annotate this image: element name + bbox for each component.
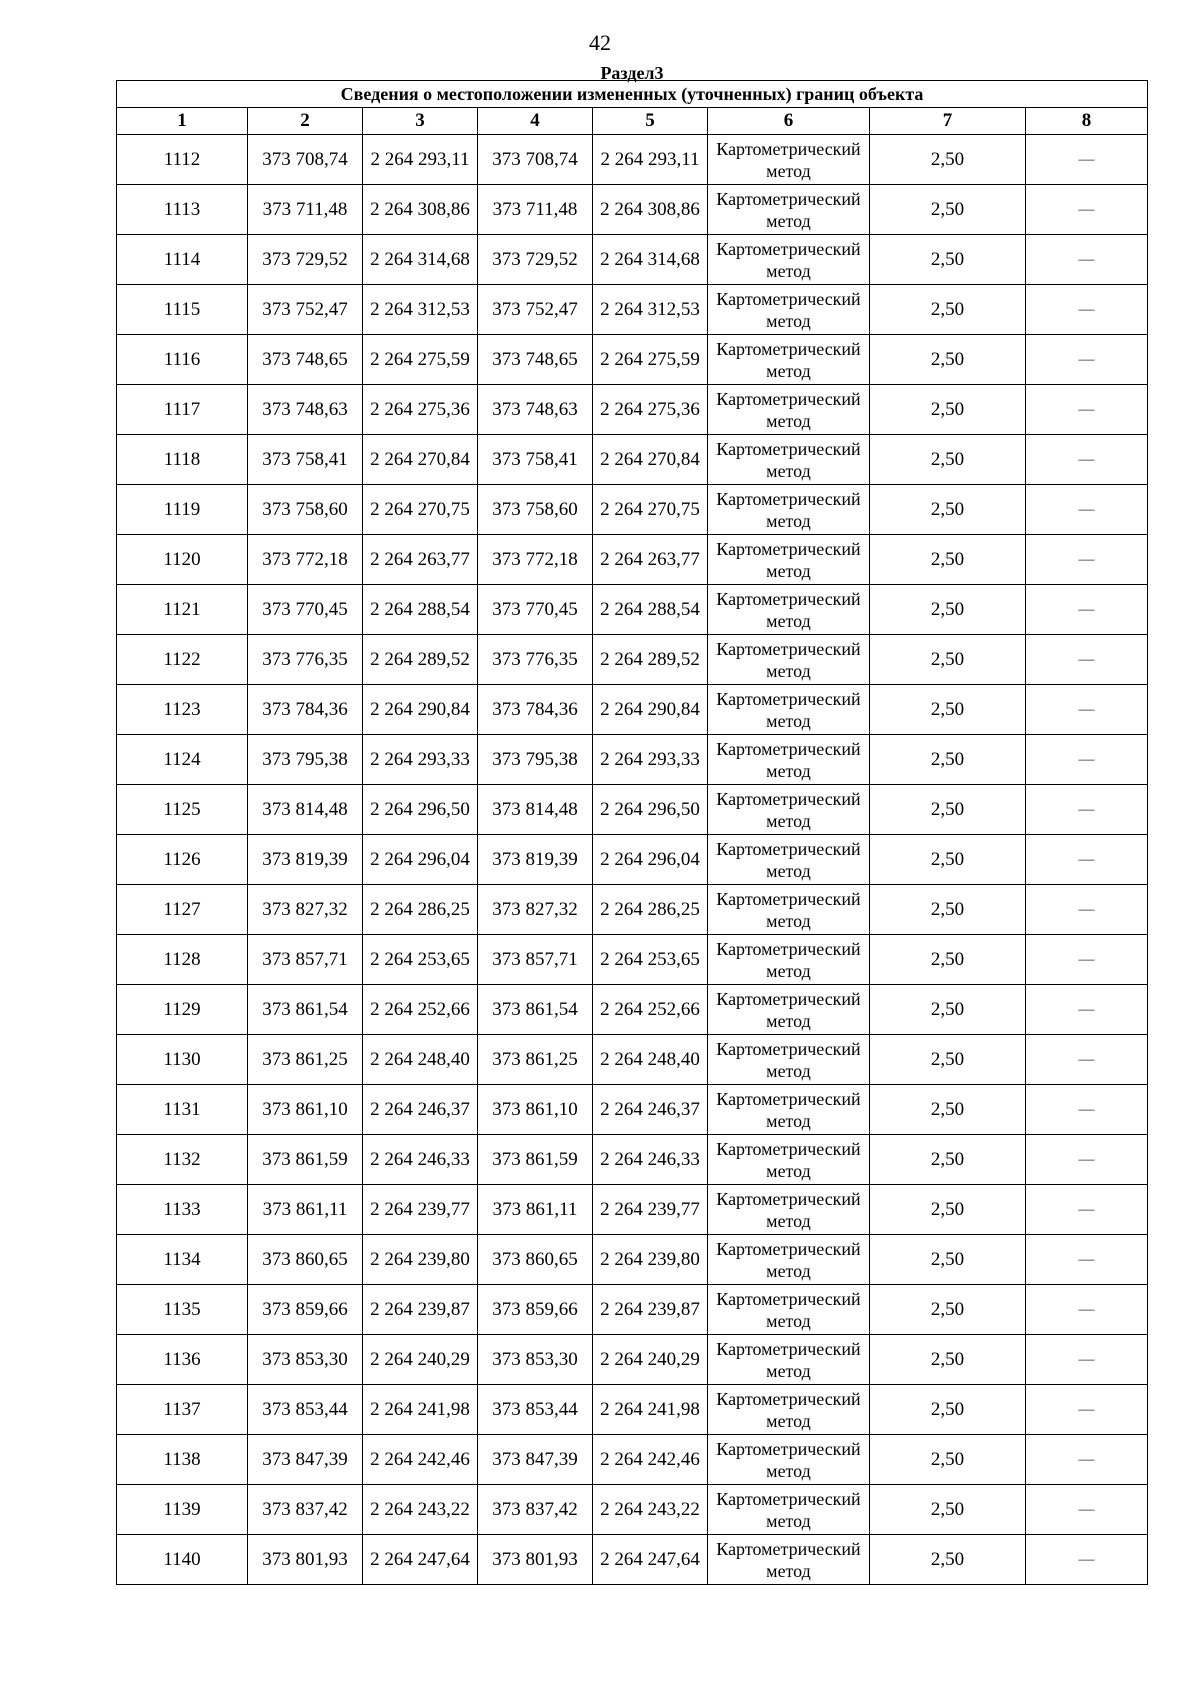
note-cell: — (1026, 1435, 1148, 1485)
accuracy-cell: 2,50 (870, 1035, 1026, 1085)
accuracy-cell: 2,50 (870, 685, 1026, 735)
x-existing-cell: 373 776,35 (248, 635, 363, 685)
x-new-cell: 373 814,48 (478, 785, 593, 835)
column-header-5: 5 (593, 108, 708, 135)
method-cell: Картометрический метод (708, 785, 870, 835)
y-new-cell: 2 264 253,65 (593, 935, 708, 985)
x-new-cell: 373 758,60 (478, 485, 593, 535)
y-existing-cell: 2 264 241,98 (363, 1385, 478, 1435)
y-new-cell: 2 264 248,40 (593, 1035, 708, 1085)
note-cell: — (1026, 1285, 1148, 1335)
y-existing-cell: 2 264 296,50 (363, 785, 478, 835)
note-cell: — (1026, 1135, 1148, 1185)
x-existing-cell: 373 814,48 (248, 785, 363, 835)
table-row (117, 1285, 1148, 1335)
x-new-cell: 373 770,45 (478, 585, 593, 635)
method-cell: Картометрический метод (708, 885, 870, 935)
note-cell: — (1026, 1185, 1148, 1235)
x-new-cell: 373 827,32 (478, 885, 593, 935)
y-existing-cell: 2 264 290,84 (363, 685, 478, 735)
y-existing-cell: 2 264 288,54 (363, 585, 478, 635)
y-existing-cell: 2 264 293,11 (363, 135, 478, 185)
accuracy-cell: 2,50 (870, 1485, 1026, 1535)
accuracy-cell: 2,50 (870, 1335, 1026, 1385)
x-existing-cell: 373 827,32 (248, 885, 363, 935)
method-cell: Картометрический метод (708, 685, 870, 735)
method-cell: Картометрический метод (708, 1385, 870, 1435)
note-cell: — (1026, 1335, 1148, 1385)
point-number-cell: 1140 (117, 1535, 248, 1585)
table-row (117, 185, 1148, 235)
column-number-row (117, 108, 1148, 135)
table-row (117, 1485, 1148, 1535)
point-number-cell: 1132 (117, 1135, 248, 1185)
x-existing-cell: 373 801,93 (248, 1535, 363, 1585)
x-existing-cell: 373 853,30 (248, 1335, 363, 1385)
note-cell: — (1026, 1085, 1148, 1135)
accuracy-cell: 2,50 (870, 1385, 1026, 1435)
table-row (117, 235, 1148, 285)
y-existing-cell: 2 264 239,77 (363, 1185, 478, 1235)
x-new-cell: 373 853,44 (478, 1385, 593, 1435)
x-existing-cell: 373 748,63 (248, 385, 363, 435)
accuracy-cell: 2,50 (870, 235, 1026, 285)
note-cell: — (1026, 1235, 1148, 1285)
y-existing-cell: 2 264 239,87 (363, 1285, 478, 1335)
point-number-cell: 1123 (117, 685, 248, 735)
x-new-cell: 373 861,54 (478, 985, 593, 1035)
table-row (117, 1535, 1148, 1585)
x-new-cell: 373 748,65 (478, 335, 593, 385)
y-new-cell: 2 264 247,64 (593, 1535, 708, 1585)
note-cell: — (1026, 635, 1148, 685)
method-cell: Картометрический метод (708, 1035, 870, 1085)
y-new-cell: 2 264 239,80 (593, 1235, 708, 1285)
point-number-cell: 1137 (117, 1385, 248, 1435)
accuracy-cell: 2,50 (870, 1085, 1026, 1135)
accuracy-cell: 2,50 (870, 1285, 1026, 1335)
note-cell: — (1026, 885, 1148, 935)
y-new-cell: 2 264 242,46 (593, 1435, 708, 1485)
x-new-cell: 373 784,36 (478, 685, 593, 735)
x-existing-cell: 373 758,41 (248, 435, 363, 485)
method-cell: Картометрический метод (708, 1335, 870, 1385)
point-number-cell: 1136 (117, 1335, 248, 1385)
x-new-cell: 373 847,39 (478, 1435, 593, 1485)
method-cell: Картометрический метод (708, 1085, 870, 1135)
method-cell: Картометрический метод (708, 985, 870, 1035)
table-row (117, 685, 1148, 735)
accuracy-cell: 2,50 (870, 985, 1026, 1035)
y-new-cell: 2 264 296,50 (593, 785, 708, 835)
note-cell: — (1026, 735, 1148, 785)
method-cell: Картометрический метод (708, 1435, 870, 1485)
y-existing-cell: 2 264 242,46 (363, 1435, 478, 1485)
y-existing-cell: 2 264 289,52 (363, 635, 478, 685)
x-existing-cell: 373 860,65 (248, 1235, 363, 1285)
point-number-cell: 1124 (117, 735, 248, 785)
x-existing-cell: 373 784,36 (248, 685, 363, 735)
note-cell: — (1026, 235, 1148, 285)
accuracy-cell: 2,50 (870, 285, 1026, 335)
x-new-cell: 373 801,93 (478, 1535, 593, 1585)
y-existing-cell: 2 264 293,33 (363, 735, 478, 785)
note-cell: — (1026, 1535, 1148, 1585)
column-header-2: 2 (248, 108, 363, 135)
x-new-cell: 373 837,42 (478, 1485, 593, 1535)
accuracy-cell: 2,50 (870, 435, 1026, 485)
table-row (117, 1085, 1148, 1135)
table-row (117, 385, 1148, 435)
table-row (117, 735, 1148, 785)
note-cell: — (1026, 135, 1148, 185)
accuracy-cell: 2,50 (870, 785, 1026, 835)
method-cell: Картометрический метод (708, 835, 870, 885)
accuracy-cell: 2,50 (870, 885, 1026, 935)
x-existing-cell: 373 772,18 (248, 535, 363, 585)
y-existing-cell: 2 264 239,80 (363, 1235, 478, 1285)
point-number-cell: 1119 (117, 485, 248, 535)
point-number-cell: 1115 (117, 285, 248, 335)
y-new-cell: 2 264 312,53 (593, 285, 708, 335)
x-new-cell: 373 861,59 (478, 1135, 593, 1185)
method-cell: Картометрический метод (708, 1485, 870, 1535)
x-existing-cell: 373 857,71 (248, 935, 363, 985)
y-new-cell: 2 264 252,66 (593, 985, 708, 1035)
point-number-cell: 1117 (117, 385, 248, 435)
accuracy-cell: 2,50 (870, 385, 1026, 435)
x-existing-cell: 373 847,39 (248, 1435, 363, 1485)
point-number-cell: 1126 (117, 835, 248, 885)
y-existing-cell: 2 264 253,65 (363, 935, 478, 985)
note-cell: — (1026, 185, 1148, 235)
accuracy-cell: 2,50 (870, 585, 1026, 635)
point-number-cell: 1121 (117, 585, 248, 635)
x-existing-cell: 373 770,45 (248, 585, 363, 635)
y-existing-cell: 2 264 296,04 (363, 835, 478, 885)
note-cell: — (1026, 985, 1148, 1035)
method-cell: Картометрический метод (708, 385, 870, 435)
x-new-cell: 373 795,38 (478, 735, 593, 785)
point-number-cell: 1128 (117, 935, 248, 985)
point-number-cell: 1139 (117, 1485, 248, 1535)
column-header-1: 1 (117, 108, 248, 135)
x-new-cell: 373 861,10 (478, 1085, 593, 1135)
y-new-cell: 2 264 239,87 (593, 1285, 708, 1335)
y-new-cell: 2 264 289,52 (593, 635, 708, 685)
table-row (117, 635, 1148, 685)
note-cell: — (1026, 685, 1148, 735)
table-title (117, 62, 1148, 108)
column-header-6: 6 (708, 108, 870, 135)
point-number-cell: 1130 (117, 1035, 248, 1085)
accuracy-cell: 2,50 (870, 135, 1026, 185)
y-new-cell: 2 264 290,84 (593, 685, 708, 735)
table-row (117, 935, 1148, 985)
y-existing-cell: 2 264 240,29 (363, 1335, 478, 1385)
y-existing-cell: 2 264 312,53 (363, 285, 478, 335)
y-new-cell: 2 264 293,33 (593, 735, 708, 785)
boundary-coordinates-table (116, 62, 1148, 1585)
method-cell: Картометрический метод (708, 1135, 870, 1185)
y-existing-cell: 2 264 314,68 (363, 235, 478, 285)
note-cell: — (1026, 1485, 1148, 1535)
point-number-cell: 1116 (117, 335, 248, 385)
table-row (117, 1185, 1148, 1235)
method-cell: Картометрический метод (708, 1535, 870, 1585)
column-header-4: 4 (478, 108, 593, 135)
table-row (117, 835, 1148, 885)
method-cell: Картометрический метод (708, 535, 870, 585)
method-cell: Картометрический метод (708, 135, 870, 185)
point-number-cell: 1135 (117, 1285, 248, 1335)
x-existing-cell: 373 748,65 (248, 335, 363, 385)
method-cell: Картометрический метод (708, 235, 870, 285)
y-new-cell: 2 264 243,22 (593, 1485, 708, 1535)
accuracy-cell: 2,50 (870, 185, 1026, 235)
x-new-cell: 373 857,71 (478, 935, 593, 985)
method-cell: Картометрический метод (708, 1185, 870, 1235)
y-new-cell: 2 264 286,25 (593, 885, 708, 935)
method-cell: Картометрический метод (708, 285, 870, 335)
x-existing-cell: 373 819,39 (248, 835, 363, 885)
x-new-cell: 373 708,74 (478, 135, 593, 185)
y-existing-cell: 2 264 275,59 (363, 335, 478, 385)
accuracy-cell: 2,50 (870, 1535, 1026, 1585)
table-row (117, 135, 1148, 185)
accuracy-cell: 2,50 (870, 735, 1026, 785)
y-new-cell: 2 264 308,86 (593, 185, 708, 235)
x-new-cell: 373 752,47 (478, 285, 593, 335)
note-cell: — (1026, 935, 1148, 985)
note-cell: — (1026, 435, 1148, 485)
section-label: Раздел3 (600, 62, 664, 83)
table-body (117, 135, 1148, 1585)
y-new-cell: 2 264 246,37 (593, 1085, 708, 1135)
point-number-cell: 1122 (117, 635, 248, 685)
y-new-cell: 2 264 270,84 (593, 435, 708, 485)
point-number-cell: 1113 (117, 185, 248, 235)
x-existing-cell: 373 708,74 (248, 135, 363, 185)
table-row (117, 585, 1148, 635)
point-number-cell: 1133 (117, 1185, 248, 1235)
method-cell: Картометрический метод (708, 1285, 870, 1335)
y-new-cell: 2 264 270,75 (593, 485, 708, 535)
point-number-cell: 1118 (117, 435, 248, 485)
x-new-cell: 373 861,25 (478, 1035, 593, 1085)
table-row (117, 435, 1148, 485)
point-number-cell: 1134 (117, 1235, 248, 1285)
method-cell: Картометрический метод (708, 185, 870, 235)
accuracy-cell: 2,50 (870, 535, 1026, 585)
accuracy-cell: 2,50 (870, 1185, 1026, 1235)
method-cell: Картометрический метод (708, 735, 870, 785)
y-new-cell: 2 264 263,77 (593, 535, 708, 585)
y-existing-cell: 2 264 248,40 (363, 1035, 478, 1085)
point-number-cell: 1138 (117, 1435, 248, 1485)
note-cell: — (1026, 335, 1148, 385)
y-existing-cell: 2 264 308,86 (363, 185, 478, 235)
method-cell: Картометрический метод (708, 635, 870, 685)
x-new-cell: 373 853,30 (478, 1335, 593, 1385)
method-cell: Картометрический метод (708, 485, 870, 535)
accuracy-cell: 2,50 (870, 1135, 1026, 1185)
table-row (117, 1335, 1148, 1385)
table-row (117, 1435, 1148, 1485)
x-new-cell: 373 819,39 (478, 835, 593, 885)
x-new-cell: 373 860,65 (478, 1235, 593, 1285)
y-new-cell: 2 264 288,54 (593, 585, 708, 635)
x-existing-cell: 373 758,60 (248, 485, 363, 535)
point-number-cell: 1120 (117, 535, 248, 585)
accuracy-cell: 2,50 (870, 935, 1026, 985)
note-cell: — (1026, 1035, 1148, 1085)
method-cell: Картометрический метод (708, 585, 870, 635)
x-existing-cell: 373 752,47 (248, 285, 363, 335)
table-row (117, 885, 1148, 935)
y-new-cell: 2 264 275,59 (593, 335, 708, 385)
column-header-7: 7 (870, 108, 1026, 135)
y-new-cell: 2 264 296,04 (593, 835, 708, 885)
x-new-cell: 373 729,52 (478, 235, 593, 285)
table-row (117, 485, 1148, 535)
point-number-cell: 1114 (117, 235, 248, 285)
x-existing-cell: 373 861,54 (248, 985, 363, 1035)
y-new-cell: 2 264 246,33 (593, 1135, 708, 1185)
y-existing-cell: 2 264 243,22 (363, 1485, 478, 1535)
x-new-cell: 373 859,66 (478, 1285, 593, 1335)
accuracy-cell: 2,50 (870, 485, 1026, 535)
column-header-3: 3 (363, 108, 478, 135)
table-row (117, 1235, 1148, 1285)
y-existing-cell: 2 264 270,84 (363, 435, 478, 485)
x-existing-cell: 373 861,59 (248, 1135, 363, 1185)
point-number-cell: 1125 (117, 785, 248, 835)
page-number: 42 (589, 30, 611, 55)
note-cell: — (1026, 585, 1148, 635)
table-row (117, 285, 1148, 335)
x-existing-cell: 373 861,25 (248, 1035, 363, 1085)
y-existing-cell: 2 264 247,64 (363, 1535, 478, 1585)
point-number-cell: 1131 (117, 1085, 248, 1135)
y-existing-cell: 2 264 286,25 (363, 885, 478, 935)
x-new-cell: 373 711,48 (478, 185, 593, 235)
column-header-8: 8 (1026, 108, 1148, 135)
point-number-cell: 1129 (117, 985, 248, 1035)
note-cell: — (1026, 285, 1148, 335)
x-existing-cell: 373 729,52 (248, 235, 363, 285)
x-existing-cell: 373 795,38 (248, 735, 363, 785)
x-existing-cell: 373 853,44 (248, 1385, 363, 1435)
accuracy-cell: 2,50 (870, 335, 1026, 385)
x-existing-cell: 373 861,11 (248, 1185, 363, 1235)
x-existing-cell: 373 837,42 (248, 1485, 363, 1535)
table-row (117, 785, 1148, 835)
accuracy-cell: 2,50 (870, 835, 1026, 885)
y-new-cell: 2 264 241,98 (593, 1385, 708, 1435)
y-new-cell: 2 264 240,29 (593, 1335, 708, 1385)
method-cell: Картометрический метод (708, 1235, 870, 1285)
accuracy-cell: 2,50 (870, 1235, 1026, 1285)
note-cell: — (1026, 835, 1148, 885)
point-number-cell: 1112 (117, 135, 248, 185)
accuracy-cell: 2,50 (870, 635, 1026, 685)
method-cell: Картометрический метод (708, 335, 870, 385)
x-existing-cell: 373 861,10 (248, 1085, 363, 1135)
y-existing-cell: 2 264 246,37 (363, 1085, 478, 1135)
table-row (117, 1385, 1148, 1435)
x-new-cell: 373 748,63 (478, 385, 593, 435)
table-row (117, 1135, 1148, 1185)
y-existing-cell: 2 264 263,77 (363, 535, 478, 585)
note-cell: — (1026, 485, 1148, 535)
table-row (117, 335, 1148, 385)
note-cell: — (1026, 385, 1148, 435)
method-cell: Картометрический метод (708, 435, 870, 485)
y-new-cell: 2 264 239,77 (593, 1185, 708, 1235)
y-existing-cell: 2 264 246,33 (363, 1135, 478, 1185)
x-new-cell: 373 758,41 (478, 435, 593, 485)
x-existing-cell: 373 711,48 (248, 185, 363, 235)
y-new-cell: 2 264 314,68 (593, 235, 708, 285)
table-row (117, 1035, 1148, 1085)
x-new-cell: 373 772,18 (478, 535, 593, 585)
y-existing-cell: 2 264 270,75 (363, 485, 478, 535)
x-existing-cell: 373 859,66 (248, 1285, 363, 1335)
y-existing-cell: 2 264 252,66 (363, 985, 478, 1035)
y-new-cell: 2 264 293,11 (593, 135, 708, 185)
y-new-cell: 2 264 275,36 (593, 385, 708, 435)
note-cell: — (1026, 535, 1148, 585)
table-title-text: Сведения о местоположении измененных (уточненных) границ объекта (340, 84, 924, 104)
note-cell: — (1026, 1385, 1148, 1435)
y-existing-cell: 2 264 275,36 (363, 385, 478, 435)
point-number-cell: 1127 (117, 885, 248, 935)
x-new-cell: 373 861,11 (478, 1185, 593, 1235)
accuracy-cell: 2,50 (870, 1435, 1026, 1485)
method-cell: Картометрический метод (708, 935, 870, 985)
note-cell: — (1026, 785, 1148, 835)
table-row (117, 985, 1148, 1035)
x-new-cell: 373 776,35 (478, 635, 593, 685)
table-row (117, 535, 1148, 585)
